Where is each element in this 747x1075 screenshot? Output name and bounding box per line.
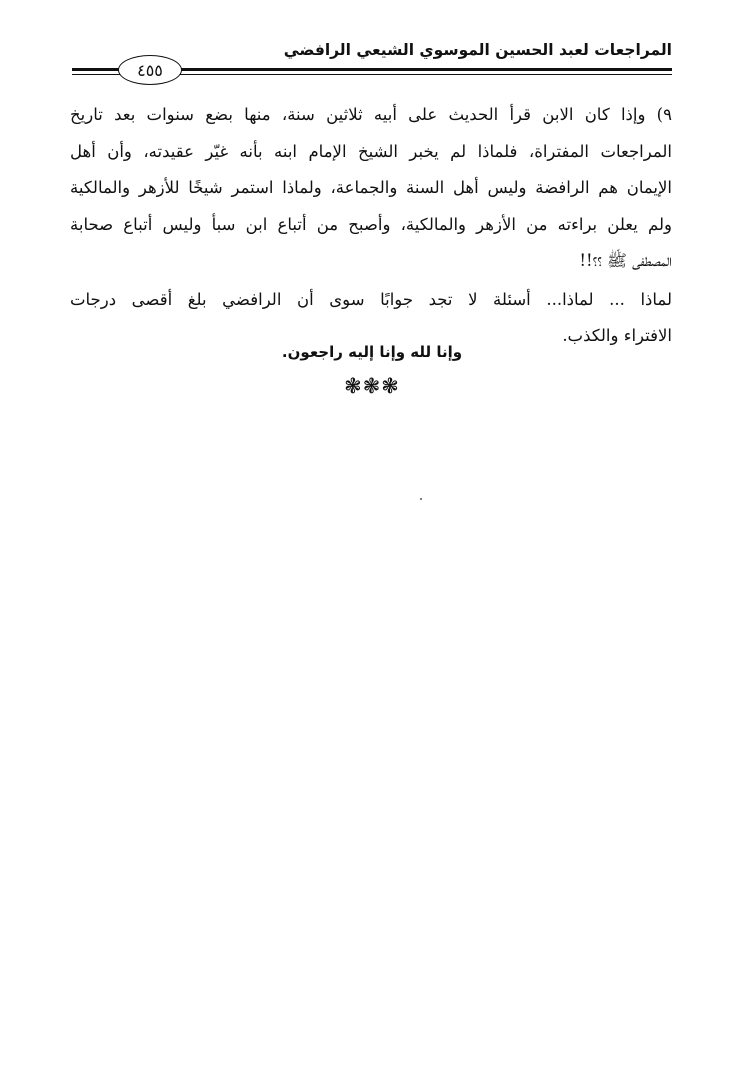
page-number: ٤٥٥ xyxy=(118,55,182,85)
scan-speck xyxy=(420,498,422,500)
text-line: ٩) وإذا كان الابن قرأ الحديث على أبيه ثلاثين سنة، منها بضع سنوات بعد تاريخ xyxy=(70,105,672,124)
text-line: المراجعات المفتراة، فلماذا لم يخبر الشيخ الإمام ابنه بأنه غيّر عقيدته، وأن أهل xyxy=(70,141,672,161)
page-body xyxy=(70,97,672,355)
text-line: الافتراء والكذب. xyxy=(562,326,672,345)
text-line: المصطفى ﷺ ؟؟!! xyxy=(579,251,672,270)
running-head-title: المراجعات لعبد الحسين الموسوي الشيعي الرافضي xyxy=(283,41,672,59)
text-line: ولم يعلن براءته من الأزهر والمالكية، وأصبح من أتباع ابن سبأ وليس أتباع صحابة xyxy=(70,214,672,234)
paragraph-9 xyxy=(70,97,672,280)
closing-phrase: وإنا لله وإنا إليه راجعون. xyxy=(281,343,463,361)
text-line: لماذا ... لماذا... أسئلة لا تجد جوابًا سوى أن الرافضي بلغ أقصى درجات xyxy=(70,289,672,309)
section-end-ornament: ❃❃❃ xyxy=(344,374,400,398)
text-line: الإيمان هم الرافضة وليس أهل السنة والجماعة، ولماذا استمر شيخًا للأزهر والمالكية xyxy=(70,178,672,197)
page-header xyxy=(72,36,672,86)
